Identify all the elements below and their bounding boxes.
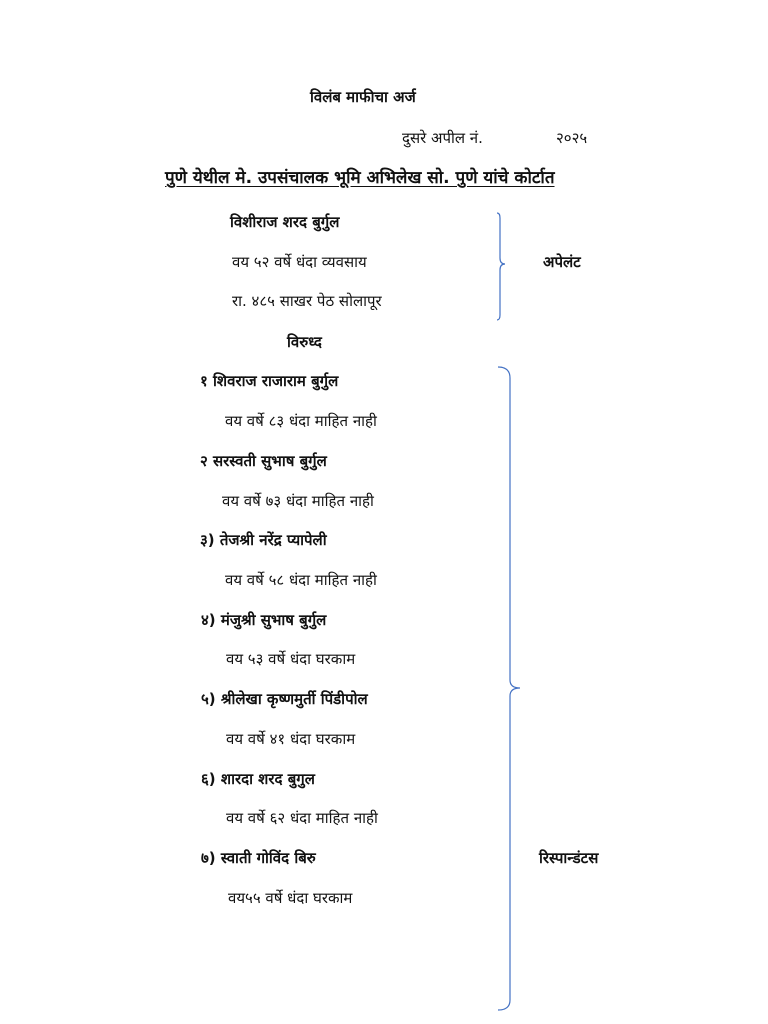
appellant-name: विशीराज शरद बुर्गुल <box>230 213 340 231</box>
appellant-age-occupation: वय ५२ वर्षे धंदा व्यवसाय <box>232 253 367 271</box>
respondents-role-label: रिस्पान्डंटस <box>539 849 599 867</box>
respondent-7-detail: वय५५ वर्षे धंदा घरकाम <box>228 889 353 907</box>
respondent-7-name: ७) स्वाती गोविंद बिरु <box>201 849 316 867</box>
respondent-4-name: ४) मंजुश्री सुभाष बुर्गुल <box>201 611 327 629</box>
versus-label: विरुध्द <box>287 333 322 351</box>
respondent-3-detail: वय वर्षे ५८ धंदा माहित नाही <box>225 571 377 589</box>
appellant-address: रा. ४८५ साखर पेठ सोलापूर <box>232 292 382 310</box>
respondent-1-detail: वय वर्षे ८३ धंदा माहित नाही <box>225 412 377 430</box>
respondent-6-name: ६) शारदा शरद बुगुल <box>201 770 315 788</box>
respondent-6-detail: वय वर्षे ६२ धंदा माहित नाही <box>226 809 378 827</box>
respondent-3-name: ३) तेजश्री नरेंद्र प्यापेली <box>200 531 327 549</box>
respondent-4-detail: वय ५३ वर्षे धंदा घरकाम <box>226 650 356 668</box>
respondent-2-detail: वय वर्षे ७३ धंदा माहित नाही <box>222 492 374 510</box>
respondent-2-name: २ सरस्वती सुभाष बुर्गुल <box>200 452 327 470</box>
respondent-5-name: ५) श्रीलेखा कृष्णमुर्ती पिंडीपोल <box>201 690 368 708</box>
appeal-number-label: दुसरे अपील नं. <box>402 129 483 147</box>
respondent-1-name: १ शिवराज राजाराम बुर्गुल <box>200 372 339 390</box>
appeal-year: २०२५ <box>556 129 588 147</box>
document-title: विलंब माफीचा अर्ज <box>310 88 416 106</box>
respondent-5-detail: वय वर्षे ४१ धंदा घरकाम <box>226 730 356 748</box>
court-heading: पुणे येथील मे. उपसंचालक भूमि अभिलेख सो. पुणे यांचे कोर्टात <box>165 168 555 188</box>
appellant-brace <box>497 213 505 320</box>
appellant-role-label: अपेलंट <box>543 253 581 271</box>
respondents-brace <box>498 367 520 1010</box>
